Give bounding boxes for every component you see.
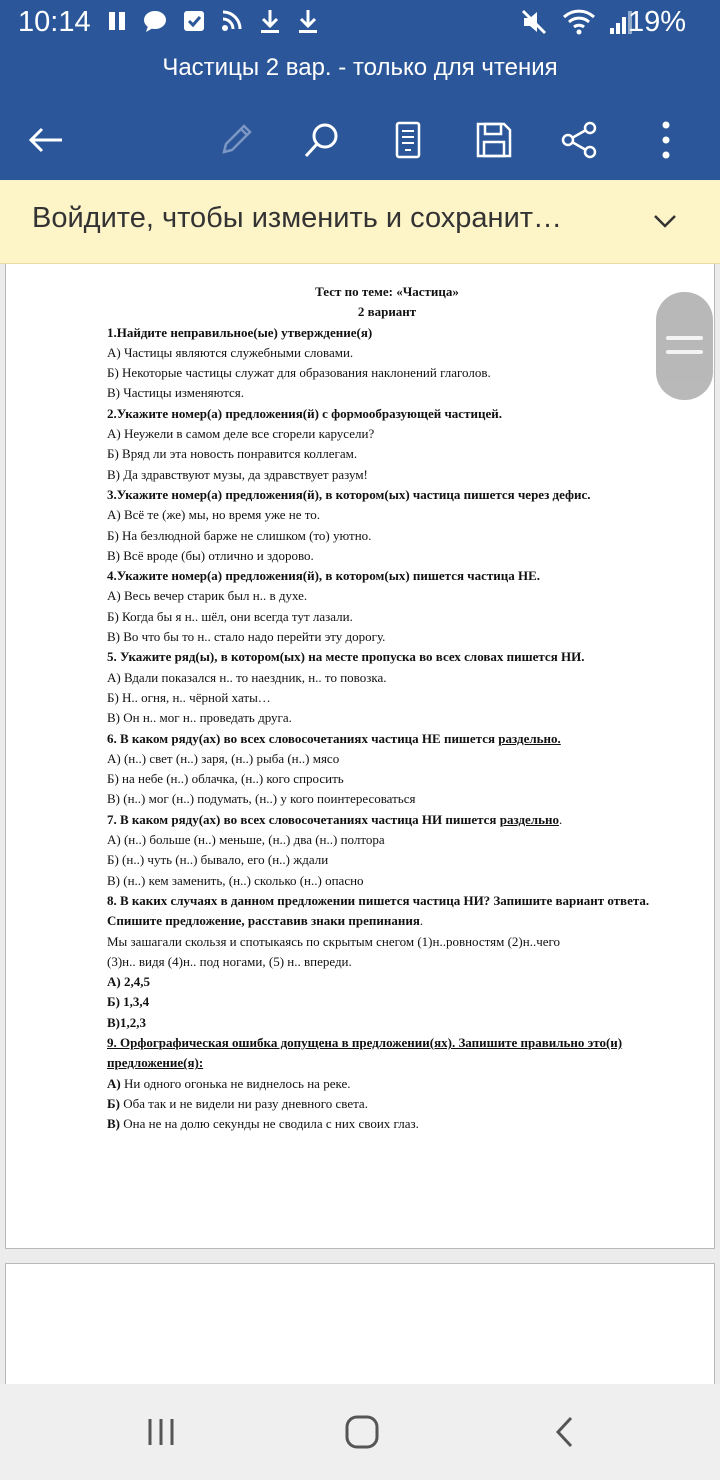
edit-button[interactable] <box>208 112 264 168</box>
chevron-down-icon[interactable] <box>650 206 680 236</box>
more-options-button[interactable] <box>638 112 694 168</box>
save-button[interactable] <box>466 112 522 168</box>
answer-option: Б) На безлюдной барже не слишком (то) уютно. <box>107 527 372 543</box>
answer-option: А) (н..) свет (н..) заря, (н..) рыба (н..) мясо <box>107 750 340 766</box>
answer-option: В) (н..) мог (н..) подумать, (н..) у кого поинтересоваться <box>107 791 416 807</box>
question-7 <box>107 810 667 830</box>
back-button[interactable] <box>18 112 74 168</box>
answer-option: А) Частицы являются служебными словами. <box>107 344 354 360</box>
message-icon <box>142 8 168 34</box>
arrow-left-icon <box>26 124 66 156</box>
question-9: 9. Орфографическая ошибка допущена в предложении(ях). Запишите правильно это(и) предложение(я): <box>107 1034 623 1071</box>
option-label: Б) <box>107 1095 120 1111</box>
task-icon <box>182 8 206 34</box>
reading-view-icon <box>393 120 423 160</box>
recents-icon <box>145 1416 177 1448</box>
reading-view-button[interactable] <box>380 112 436 168</box>
option-text: Оба так и не видели ни разу дневного света. <box>119 1095 368 1111</box>
underlined-word: раздельно <box>499 811 559 827</box>
answer-option: А) Весь вечер старик был н.. в духе. <box>107 588 308 604</box>
question-text: 8. В каких случаях в данном предложении пишется частица НИ? Запишите вариант ответа. Спишите предложение, расставив знаки препинания <box>107 892 650 929</box>
navigation-bar <box>0 1384 720 1480</box>
answer-option: Б) (н..) чуть (н..) бывало, его (н..) ждали <box>107 852 329 868</box>
grip-line <box>666 350 703 354</box>
answer-option: Б) Некоторые частицы служат для образования наклонений глаголов. <box>107 365 491 381</box>
pencil-icon <box>216 120 256 160</box>
answer-option: В) Да здравствуют музы, да здравствует разум! <box>107 466 368 482</box>
pause-icon <box>106 8 128 34</box>
status-bar <box>0 0 720 46</box>
share-icon <box>559 120 599 160</box>
answer-option: Б) Когда бы я н.. шёл, они всегда тут лазали. <box>107 608 353 624</box>
answer-option: В) Частицы изменяются. <box>107 385 245 401</box>
question-4: 4.Укажите номер(а) предложения(й), в котором(ых) пишется частица НЕ. <box>107 568 540 584</box>
answer-option: Б) на небе (н..) облачка, (н..) кого спросить <box>107 771 344 787</box>
underlined-word: раздельно. <box>498 730 561 746</box>
sentence-line: (3)н.. видя (4)н.. под ногами, (5) н.. впереди. <box>107 953 352 969</box>
answer-option: В) (н..) кем заменить, (н..) сколько (н..) опасно <box>107 872 364 888</box>
question-end: . <box>558 811 563 827</box>
mute-icon <box>520 8 550 36</box>
answer-option: А) 2,4,5 <box>107 974 150 990</box>
rss-icon <box>220 8 244 34</box>
answer-option: Б) 1,3,4 <box>107 994 150 1010</box>
status-time: 10:14 <box>18 6 91 38</box>
document-content <box>107 282 667 1134</box>
answer-option: А) (н..) больше (н..) меньше, (н..) два (н..) полтора <box>107 832 385 848</box>
app-header <box>0 46 720 180</box>
question-6 <box>107 729 667 749</box>
share-button[interactable] <box>551 112 607 168</box>
doc-title: Тест по теме: «Частица» <box>315 284 459 299</box>
download-icon <box>296 8 320 36</box>
answer-option: В) Всё вроде (бы) отлично и здорово. <box>107 547 314 563</box>
back-nav-button[interactable] <box>544 1412 584 1452</box>
sign-in-banner[interactable] <box>0 180 720 264</box>
back-chevron-icon <box>552 1414 576 1450</box>
answer-option <box>107 1094 667 1114</box>
answer-option: А) Неужели в самом деле все сгорели карусели? <box>107 426 375 442</box>
battery-level: 19% <box>628 6 687 38</box>
question-8 <box>107 891 667 932</box>
question-end: . <box>419 913 424 929</box>
answer-option: В) Во что бы то н.. стало надо перейти эту дорогу. <box>107 629 386 645</box>
document-page-2[interactable] <box>5 1263 715 1384</box>
question-2: 2.Укажите номер(а) предложения(й) с формообразующей частицей. <box>107 405 502 421</box>
sentence-line: Мы зашагали скользя и спотыкаясь по скрытым снегом (1)н..ровностям (2)н..чего <box>107 933 561 949</box>
option-text: Ни одного огонька не виднелось на реке. <box>120 1075 351 1091</box>
floppy-icon <box>475 121 513 159</box>
option-label: А) <box>107 1075 121 1091</box>
notification-icons <box>106 8 320 36</box>
answer-option <box>107 1074 667 1094</box>
doc-variant: 2 вариант <box>357 304 417 320</box>
answer-option: В) Он н.. мог н.. проведать друга. <box>107 710 292 726</box>
document-title: Частицы 2 вар. - только для чтения <box>162 54 558 81</box>
search-icon <box>302 120 342 160</box>
question-text: 6. В каком ряду(ах) во всех словосочетаниях частица НЕ пишется <box>107 730 499 746</box>
download-icon <box>258 8 282 36</box>
document-page[interactable] <box>5 264 715 1249</box>
wifi-icon <box>562 8 596 36</box>
question-5: 5. Укажите ряд(ы), в котором(ых) на месте пропуска во всех словах пишется НИ. <box>107 649 585 665</box>
answer-option: Б) Вряд ли эта новость понравится коллегам. <box>107 446 358 462</box>
home-icon <box>344 1414 380 1450</box>
answer-option <box>107 1114 667 1134</box>
search-button[interactable] <box>294 112 350 168</box>
question-text: 7. В каком ряду(ах) во всех словосочетаниях частица НИ пишется <box>107 811 500 827</box>
question-3: 3.Укажите номер(а) предложения(й), в котором(ых) частица пишется через дефис. <box>107 486 591 502</box>
answer-option: Б) Н.. огня, н.. чёрной хаты… <box>107 689 271 705</box>
more-vertical-icon <box>660 120 672 160</box>
answer-option: А) Всё те (же) мы, но время уже не то. <box>107 507 321 523</box>
scroll-handle[interactable] <box>656 292 713 400</box>
option-text: Она не на долю секунды не сводила с них своих глаз. <box>120 1116 419 1132</box>
sign-in-banner-text: Войдите, чтобы изменить и сохранит… <box>32 202 563 234</box>
option-label: В) <box>107 1116 120 1132</box>
system-icons <box>520 8 634 36</box>
question-1: 1.Найдите неправильное(ые) утверждение(я) <box>107 324 373 340</box>
recents-button[interactable] <box>141 1412 181 1452</box>
answer-option: В)1,2,3 <box>107 1014 146 1030</box>
grip-line <box>666 336 703 340</box>
home-button[interactable] <box>342 1412 382 1452</box>
answer-option: А) Вдали показался н.. то наездник, н.. то повозка. <box>107 669 387 685</box>
